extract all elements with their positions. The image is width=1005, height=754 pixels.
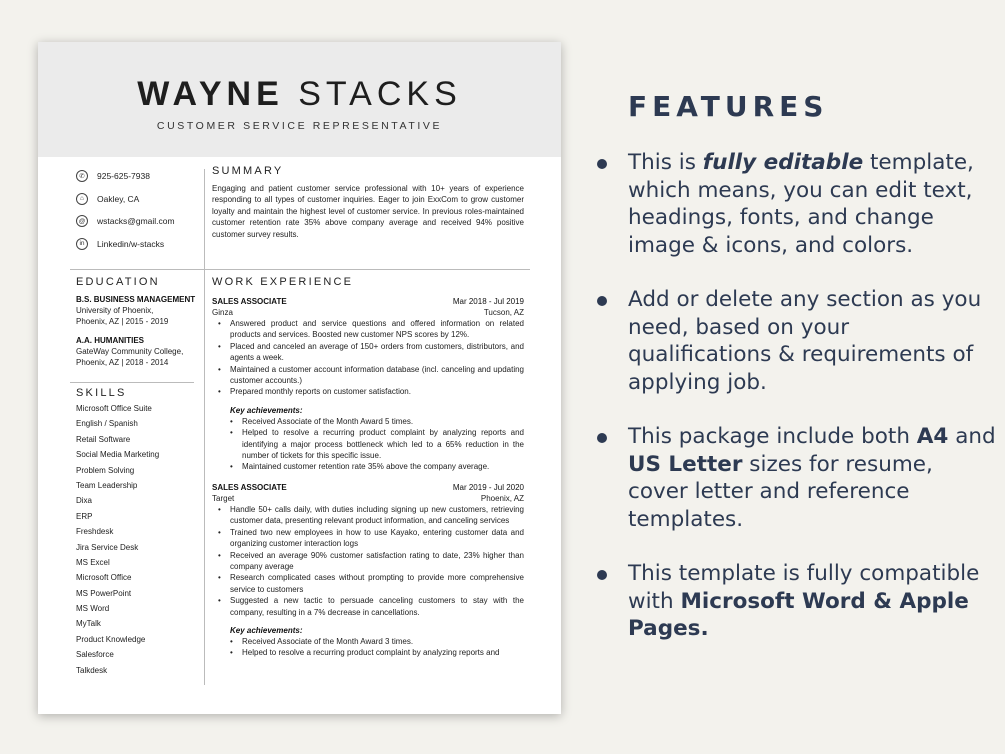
- skills-divider: [70, 382, 194, 383]
- work-section: [212, 276, 524, 668]
- contact-item: [76, 188, 196, 211]
- skill-item: Social Media Marketing: [76, 450, 160, 460]
- summary-section: [212, 165, 524, 240]
- job-bullet: • Maintained a customer account information database (incl. canceling and updating customer accounts.): [212, 364, 524, 387]
- skill-item: Freshdesk: [76, 527, 114, 537]
- key-achievements-label: Key achievements:: [230, 405, 303, 415]
- job-title: SALES ASSOCIATE: [212, 482, 287, 492]
- skill-item: Problem Solving: [76, 465, 135, 475]
- achievement-bullet: • Received Associate of the Month Award 3 times.: [212, 636, 524, 647]
- contact-text: Linkedin/w-stacks: [97, 238, 165, 249]
- feature-text: This package include both: [628, 424, 917, 449]
- work-title: WORK EXPERIENCE: [212, 276, 354, 288]
- location-icon: ⌂: [76, 193, 88, 205]
- job-bullet: • Placed and canceled an average of 150+ orders from customers, distributors, and agents a week.: [212, 341, 524, 364]
- education-list: [76, 294, 201, 368]
- linkedin-icon: in: [76, 238, 88, 250]
- feature-text: This template is fully compatible with: [628, 561, 980, 614]
- contact-text: 925-625-7938: [97, 171, 150, 182]
- features-title: FEATURES: [628, 90, 829, 123]
- job-company: Ginza: [212, 308, 233, 317]
- achievement-bullet: • Maintained customer retention rate 35% above the company average.: [212, 461, 524, 472]
- job-header: [212, 296, 524, 307]
- job-dates: Mar 2019 - Jul 2020: [452, 482, 524, 492]
- skill-item: English / Spanish: [76, 419, 138, 429]
- education-title: EDUCATION: [76, 276, 160, 288]
- job-bullet: • Prepared monthly reports on customer satisfaction.: [212, 386, 524, 397]
- skill-item: MS Word: [76, 604, 110, 614]
- skill-item: Microsoft Office Suite: [76, 404, 152, 413]
- education-detail: Phoenix, AZ | 2015 - 2019: [76, 317, 169, 326]
- education-item: [76, 294, 201, 327]
- email-icon: @: [76, 215, 88, 227]
- feature-item: [628, 149, 998, 259]
- resume-header: [38, 42, 561, 157]
- resume-page: [38, 42, 561, 714]
- job-company-row: [212, 307, 524, 318]
- school: University of Phoenix,: [76, 306, 154, 315]
- contact-item: [76, 165, 196, 188]
- job-bullet: • Suggested a new tactic to persuade canceling customers to stay with the company, resulting in a 7% decrease in cancellations.: [212, 595, 524, 618]
- skill-item: Product Knowledge: [76, 634, 146, 644]
- job-bullet: • Received an average 90% customer satisfaction rating to date, 23% higher than company average: [212, 550, 524, 573]
- skill-item: Microsoft Office: [76, 573, 132, 583]
- skills-list: [76, 401, 201, 678]
- feature-text: Microsoft Word & Apple Pages.: [628, 588, 969, 641]
- skill-item: MS PowerPoint: [76, 588, 132, 598]
- contact-item: [76, 210, 196, 233]
- summary-title: SUMMARY: [212, 165, 284, 177]
- job-bullet: • Answered product and service questions and offered information on related products and services. Boosted new customer NPS scores by 12%.: [212, 318, 524, 341]
- skills-title: SKILLS: [76, 387, 127, 399]
- achievement-bullet: • Helped to resolve a recurring product complaint by analyzing reports and: [212, 647, 524, 658]
- job-location: Tucson, AZ: [483, 308, 524, 317]
- features-panel: [628, 90, 998, 670]
- education-detail: Phoenix, AZ | 2018 - 2014: [76, 358, 169, 367]
- skill-item: Dixa: [76, 496, 93, 506]
- contact-text: wstacks@gmail.com: [97, 216, 175, 227]
- degree: A.A. HUMANITIES: [76, 336, 144, 345]
- summary-text: Engaging and patient customer service professional with 10+ years of experience responding to all types of customer inquiries. Eager to join ExxCom to grow customer loyalty and maintain the highest level of customer service. In previous roles-maintained customer retention rate 35% above company average and received 94% positive customer survey results.: [212, 184, 524, 239]
- last-name: STACKS: [298, 75, 462, 113]
- feature-item: [628, 423, 998, 533]
- job-header: [212, 482, 524, 493]
- feature-item: [628, 286, 998, 396]
- resume-name: [38, 76, 561, 112]
- skill-item: MyTalk: [76, 619, 101, 629]
- job-company-row: [212, 493, 524, 504]
- job-bullet: • Research complicated cases without prompting to provide more comprehensive service to customers: [212, 572, 524, 595]
- job-company: Target: [212, 493, 235, 503]
- job-dates: Mar 2018 - Jul 2019: [452, 297, 524, 306]
- education-section: [76, 276, 201, 376]
- school: GateWay Community College,: [76, 347, 184, 356]
- feature-text: and: [948, 424, 996, 449]
- job-entry: [212, 482, 524, 659]
- feature-text: US Letter: [628, 451, 743, 477]
- skill-item: MS Excel: [76, 557, 110, 567]
- phone-icon: ✆: [76, 170, 88, 182]
- feature-text: This is: [628, 150, 703, 175]
- skill-item: ERP: [76, 511, 93, 521]
- skills-section: [76, 387, 201, 678]
- feature-text: Add or delete any section as you need, based on your qualifications & requirements of applying job.: [628, 287, 982, 395]
- feature-text: template, which means, you can edit text, headings, fonts, and change image & icons, and colors.: [628, 150, 974, 258]
- skill-item: Retail Software: [76, 434, 131, 444]
- first-name: WAYNE: [137, 75, 284, 113]
- achievement-bullet: • Received Associate of the Month Award 5 times.: [212, 416, 524, 427]
- feature-text: A4: [916, 424, 949, 449]
- skill-item: Salesforce: [76, 650, 114, 660]
- contact-item: [76, 233, 196, 256]
- skill-item: Team Leadership: [76, 480, 138, 490]
- job-title: SALES ASSOCIATE: [212, 297, 287, 306]
- achievement-bullet: • Helped to resolve a recurring product complaint by analyzing reports and identifying a major process bottleneck which led to a 65% reduction in the number of tickets for this specific issue.: [212, 427, 524, 461]
- skill-item: Talkdesk: [76, 665, 108, 675]
- resume-role: CUSTOMER SERVICE REPRESENTATIVE: [156, 120, 443, 132]
- job-location: Phoenix, AZ: [480, 493, 524, 503]
- key-achievements-label: Key achievements:: [230, 625, 303, 635]
- features-list: [628, 149, 998, 643]
- contact-text: Oakley, CA: [97, 193, 140, 204]
- column-divider: [204, 169, 205, 685]
- section-divider: [70, 269, 530, 270]
- skill-item: Jira Service Desk: [76, 542, 139, 552]
- feature-text: sizes for resume, cover letter and reference templates.: [628, 451, 933, 532]
- degree: B.S. BUSINESS MANAGEMENT: [76, 295, 196, 304]
- feature-item: [628, 560, 998, 643]
- education-item: [76, 335, 201, 368]
- contact-list: [76, 165, 196, 255]
- job-entry: [212, 296, 524, 473]
- job-list: [212, 296, 524, 659]
- feature-text: fully editable: [702, 150, 864, 175]
- job-bullet: • Handle 50+ calls daily, with duties including signing up new customers, retrieving customer data, presenting relevant product information, and canceling services: [212, 504, 524, 527]
- job-bullet: • Trained two new employees in how to use Kayako, entering customer data and organizing customer interaction logs: [212, 527, 524, 550]
